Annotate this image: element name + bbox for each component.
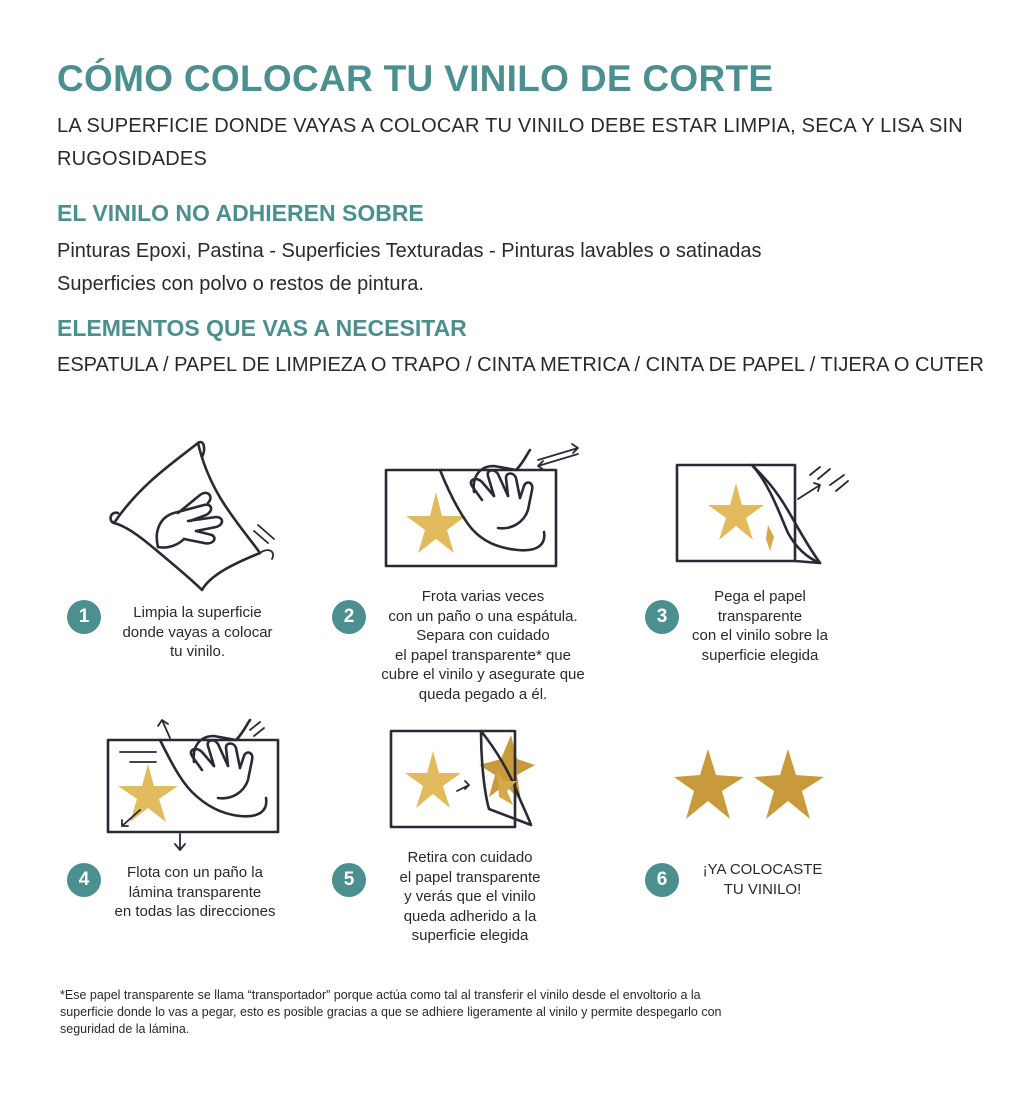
cleaning-cloth-illustration — [100, 435, 290, 595]
step-6-text: ¡YA COLOCASTE TU VINILO! — [702, 861, 823, 898]
intro-text: LA SUPERFICIE DONDE VAYAS A COLOCAR TU VINILO DEBE ESTAR LIMPIA, SECA Y LISA SIN RUGOSIDADES — [57, 115, 963, 170]
no-adhieren-line-1: Pinturas Epoxi, Pastina - Superficies Texturadas - Pinturas lavables o satinadas — [57, 240, 762, 262]
step-5-text: Retira con cuidado el papel transparente y verás que el vinilo queda adherido a la superficie elegida — [399, 849, 541, 944]
elementos-heading: ELEMENTOS QUE VAS A NECESITAR — [57, 315, 467, 341]
apply-transfer-illustration — [670, 455, 860, 570]
elementos-list: ESPATULA / PAPEL DE LIMPIEZA O TRAPO / CINTA METRICA / CINTA DE PAPEL / TIJERA O CUTER — [57, 354, 984, 376]
footnote: *Ese papel transparente se llama “transportador” porque actúa como tal al transferir el vinilo desde el envoltorio a la superficie donde lo vas a pegar, esto es posible gracias a que se adhiere ligeramente al vinilo y permite despegarlo con seguridad de la lámina. — [60, 988, 722, 1036]
smoothing-illustration — [100, 710, 290, 855]
no-adhieren-list — [57, 235, 997, 301]
step-5-number: 5 — [332, 863, 366, 897]
no-adhieren-heading: EL VINILO NO ADHIEREN SOBRE — [57, 200, 424, 226]
step-3-number: 3 — [645, 600, 679, 634]
rubbing-transfer-illustration — [378, 440, 588, 575]
finished-stars-illustration — [670, 745, 830, 825]
step-2-number: 2 — [332, 600, 366, 634]
step-4-text: Flota con un paño la lámina transparente en todas las direcciones — [114, 864, 276, 920]
no-adhieren-line-2: Superficies con polvo o restos de pintura. — [57, 273, 424, 295]
step-1-text: Limpia la superficie donde vayas a colocar tu vinilo. — [122, 604, 273, 660]
page-title: CÓMO COLOCAR TU VINILO DE CORTE — [57, 58, 774, 99]
step-2-text: Frota varias veces con un paño o una espátula. Separa con cuidado el papel transparente* que cubre el vinilo y asegurate que queda pegado a él. — [381, 588, 585, 703]
step-6-number: 6 — [645, 863, 679, 897]
step-4-number: 4 — [67, 863, 101, 897]
peel-transfer-illustration — [385, 725, 545, 835]
step-3-text: Pega el papel transparente con el vinilo sobre la superficie elegida — [692, 588, 828, 664]
step-1-number: 1 — [67, 600, 101, 634]
